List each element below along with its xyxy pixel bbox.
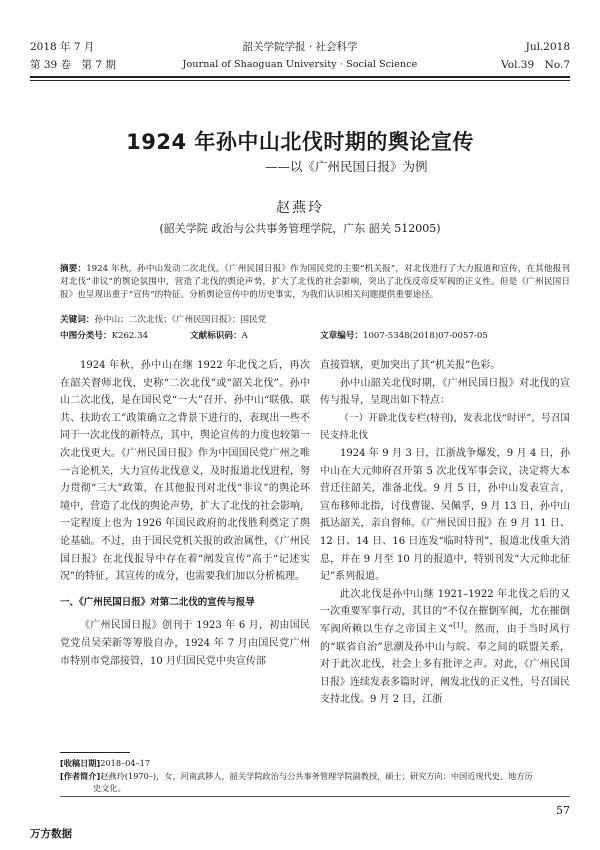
header-rule-thin <box>30 80 570 81</box>
paragraph-text: 。然而，由于当时风行的“联省自治”思潮及孙中山与皖、奉之间的联盟关系，对于此次北伐，社会上多有批评之声。对此，《广州民国日报》连续发表多篇时评，阐发北伐的正义性，号召国民支持北伐。9 月 2 日，江浙 <box>320 623 570 706</box>
body-paragraph: 孙中山韶关北伐时期，《广州民国日报》对北伐的宣传与报导，呈现出如下特点： <box>320 377 570 407</box>
journal-name-en: Journal of Shaoguan University · Social Science <box>182 59 418 70</box>
doc-code-label: 文献标识码： <box>190 331 242 341</box>
keywords-label: 关键词： <box>60 315 95 325</box>
volume-en: Vol.39 No.7 <box>501 59 570 71</box>
abstract <box>60 263 570 302</box>
body-paragraph <box>320 586 570 709</box>
article-subtitle: ——以《广州民国日报》为例 <box>265 159 428 174</box>
bio-text: 赵燕玲(1970–)，女，河南武陟人，韶关学院政治与公共事务管理学院副教授，硕士；研究方向：中国近现代史、地方历 <box>100 771 533 781</box>
clc-label: 中图分类号： <box>60 331 112 341</box>
body-paragraph: 1924 年秋，孙中山在继 1922 年北伐之后，再次在韶关督师北伐，史称“二次北伐”或“韶关北伐”。孙中山二次北伐，是在国民党“一大”召开、孙中山“联俄、联共、扶助农工”政策确立之背景下进行的，表现出一些不同于一次北伐的新特点，其中，舆论宣传的力度也较第一次北伐更大。《广州民国日报》作为中国国民党广州之唯一言论机关，大力宣传北伐意义，及时报道北伐进程，努力贯彻“三大”政策，在其他报刊对北伐“非议”的舆论环境中，营造了北伐的舆论声势，扩大了北伐的社会影响，一定程度上也为 1926 年国民政府的北伐胜利奠定了舆论基础。不过，由于国民党机关报的政治属性，《广州民国日报》在北伐报导中存在着“阐发宣传”高于“记述实况”的特征，其宣传的成分，也需要我们加以分析梳理。 <box>60 360 310 583</box>
page-number: 57 <box>556 804 570 817</box>
issue-date-en: Jul.2018 <box>525 41 570 53</box>
bio-label: [作者简介] <box>60 771 101 781</box>
subsection-heading: （一）开辟北伐专栏(特刊)，发表北伐“时评”，号召国民支持北伐 <box>320 412 570 442</box>
article-number: 1007-5348(2018)07-0057-05 <box>362 331 488 341</box>
body-paragraph: 直接管辖，更加突出了其“机关报”色彩。 <box>320 360 501 371</box>
body-right-column <box>320 357 570 709</box>
abstract-text: 1924 年秋，孙中山发动二次北伐。《广州民国日报》作为国民党的主要“机关报”，对北伐进行了大力报道和宣传，在其他报刊对北伐“非议”的舆论氛围中，营造了北伐的舆论声势，扩大了北伐的社会影响，突出了北伐反帝反军阀的正义性。但是《广州民国日报》也呈现出重于“宣传”的特征。分析舆论宣传中的历史事实，为我们认识相关问题提供重要途径。 <box>60 264 570 300</box>
body-paragraph: 《广州民国日报》创刊于 1923 年 6 月，初由国民党党员吴荣新等筹股自办，1924 年 7 月由国民党广州市特别市党部接管，10 月归国民党中央宣传部 <box>60 620 310 667</box>
body-paragraph: 1924 年 9 月 3 日，江浙战争爆发，9 月 4 日，孙中山在大元帅府召开第 5 次北伐军事会议，决定将大本营迁往韶关，准备北伐。9 月 5 日，孙中山发表宣言，宣布移师北指，讨伐曹锟、吴佩孚，9 月 13 日，孙中山抵达韶关，亲自督师。《广州民国日报》在 9 月 11 日、12 日、14 日、16 日连发“临时特刊”，报道北伐重大消息，并在 9 月至 10 月的报道中，特别刊发“大元帅北征记”系列报道。 <box>320 447 570 583</box>
received-label: [收稿日期] <box>60 758 101 768</box>
abstract-label: 摘要： <box>60 264 87 274</box>
citation-ref: [1] <box>453 621 464 630</box>
database-watermark: 万方数据 <box>30 828 72 840</box>
author-name: 赵燕玲 <box>276 200 324 216</box>
author-bio-note <box>60 770 570 783</box>
clc-code: K262.34 <box>111 331 149 341</box>
footer-rule <box>60 796 570 797</box>
article-number-label: 文章编号： <box>320 331 363 341</box>
doc-code: A <box>241 331 248 341</box>
author-affiliation: (韶关学院 政治与公共事务管理学院，广东 韶关 512005) <box>159 222 441 235</box>
section-heading: 一、《广州民国日报》对第二北伐的宣传与报导 <box>60 596 255 608</box>
journal-name-cn: 韶关学院学报 · 社会科学 <box>242 41 358 53</box>
received-date: 2018–04–17 <box>100 758 151 768</box>
header-rule-thick <box>30 76 570 78</box>
article-title: 1924 年孙中山北伐时期的舆论宣传 <box>126 130 474 154</box>
keywords-text: 孙中山；二次北伐；《广州民国日报》；国民党 <box>94 315 267 325</box>
volume-cn: 第 39 卷 第 7 期 <box>30 59 116 71</box>
keywords <box>60 314 570 327</box>
paragraph-text: 此次北伐是孙中山继 1921–1922 年北伐之后的又一次重要军事行动，其目的“不仅在摧倒军阀，尤在摧倒军阀所赖以生存之帝国主义” <box>320 588 570 635</box>
author-bio-note-cont: 史文化。 <box>93 783 126 793</box>
classification-line <box>60 330 570 343</box>
issue-date-cn: 2018 年 7 月 <box>30 41 95 53</box>
received-date-note <box>60 757 570 770</box>
body-left-column <box>60 357 310 670</box>
footnote-rule <box>60 752 130 753</box>
